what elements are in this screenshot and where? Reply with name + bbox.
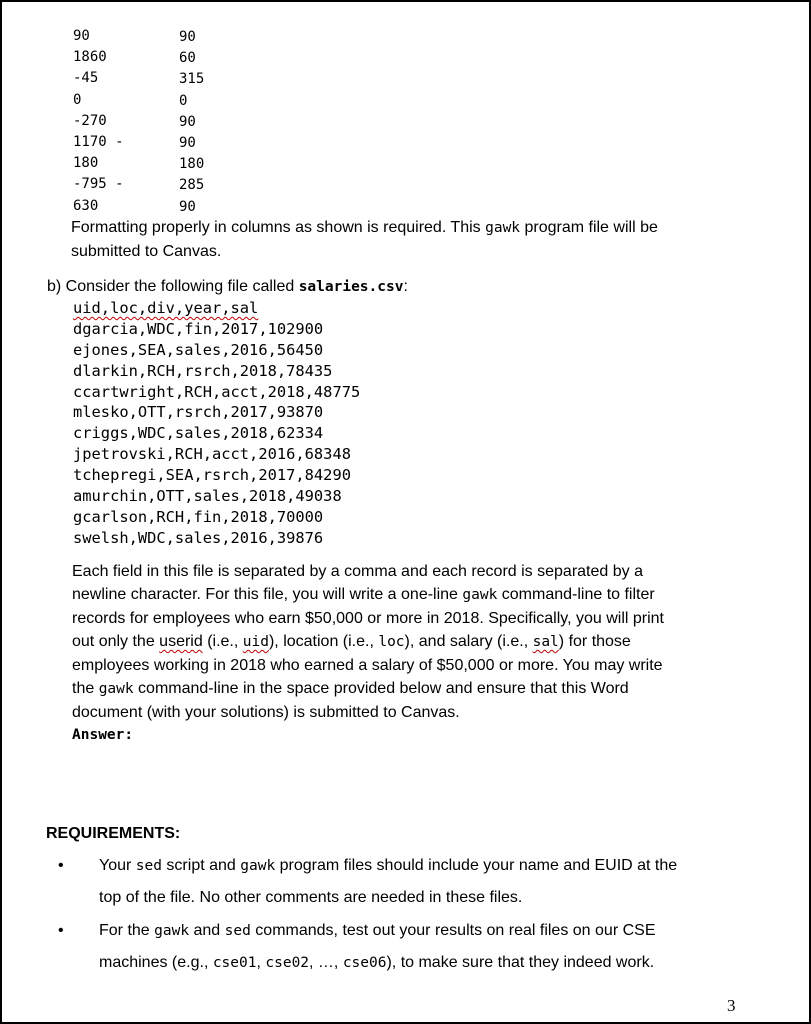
number-cell: 60	[179, 50, 196, 67]
number-column-2	[179, 27, 204, 218]
number-cell: -45	[73, 70, 99, 87]
number-cell: 0	[179, 92, 188, 109]
csv-line: dlarkin,RCH,rsrch,2018,78435	[73, 361, 333, 380]
answer-label: Answer:	[72, 727, 134, 743]
formatting-note: Formatting properly in columns as shown is required. This gawk program file will be submitted to Canvas.	[71, 219, 658, 260]
bullet-icon: •	[58, 922, 64, 939]
number-cell: 90	[179, 134, 196, 151]
csv-line: swelsh,WDC,sales,2016,39876	[73, 528, 324, 547]
requirement-item: • For the gawk and sed commands, test out your results on real files on our CSE machines (e.g., cse01, cse02, …, cse06), to make sure that they indeed work.	[46, 915, 746, 979]
number-cell: 90	[179, 198, 196, 215]
number-cell: 90	[179, 29, 196, 45]
number-column-1	[73, 26, 124, 217]
part-b-heading: b) Consider the following file called salaries.csv:	[47, 278, 408, 295]
csv-line: dgarcia,WDC,fin,2017,102900	[73, 319, 324, 338]
csv-line: jpetrovski,RCH,acct,2016,68348	[73, 445, 351, 464]
number-cell: -270	[73, 112, 107, 129]
document-page	[2, 2, 809, 1022]
csv-line: amurchin,OTT,sales,2018,49038	[73, 487, 342, 506]
csv-line: uid,loc,div,year,sal	[73, 299, 259, 317]
number-cell: 315	[179, 71, 205, 88]
number-cell: 180	[179, 156, 205, 173]
number-cell: 630	[73, 197, 99, 214]
csv-line: ccartwright,RCH,acct,2018,48775	[73, 382, 361, 401]
number-cell: 1170 -	[73, 133, 124, 150]
task-description: Each field in this file is separated by a comma and each record is separated by a newline character. For this file, you will write a one-line gawk command-line to filter records for employees who earn $50,000 or more in 2018. Specifically, you will print out only the userid (i.e., uid), location (i.e., loc), and salary (i.e., sal) for those employees working in 2018 who earned a salary of $50,000 or more. You may write the gawk command-line in the space provided below and ensure that this Word document (with your solutions) is submitted to Canvas.	[72, 563, 664, 721]
number-cell: 285	[179, 177, 205, 194]
requirements-heading: REQUIREMENTS:	[46, 825, 181, 842]
page-number: 3	[727, 996, 736, 1015]
bullet-icon: •	[58, 857, 64, 874]
csv-listing	[73, 298, 360, 549]
requirement-item: • Your sed script and gawk program files should include your name and EUID at the top of the file. No other comments are needed in these files.	[46, 850, 746, 913]
csv-line: gcarlson,RCH,fin,2018,70000	[73, 507, 324, 526]
number-cell: -795 -	[73, 176, 124, 193]
requirements-list	[46, 850, 746, 981]
csv-line: criggs,WDC,sales,2018,62334	[73, 424, 324, 443]
csv-line: ejones,SEA,sales,2016,56450	[73, 340, 324, 359]
number-cell: 90	[73, 28, 90, 44]
number-cell: 0	[73, 91, 82, 108]
number-cell: 180	[73, 155, 99, 172]
csv-line: mlesko,OTT,rsrch,2017,93870	[73, 403, 324, 422]
number-cell: 1860	[73, 49, 107, 66]
csv-line: tchepregi,SEA,rsrch,2017,84290	[73, 466, 351, 485]
number-cell: 90	[179, 113, 196, 130]
